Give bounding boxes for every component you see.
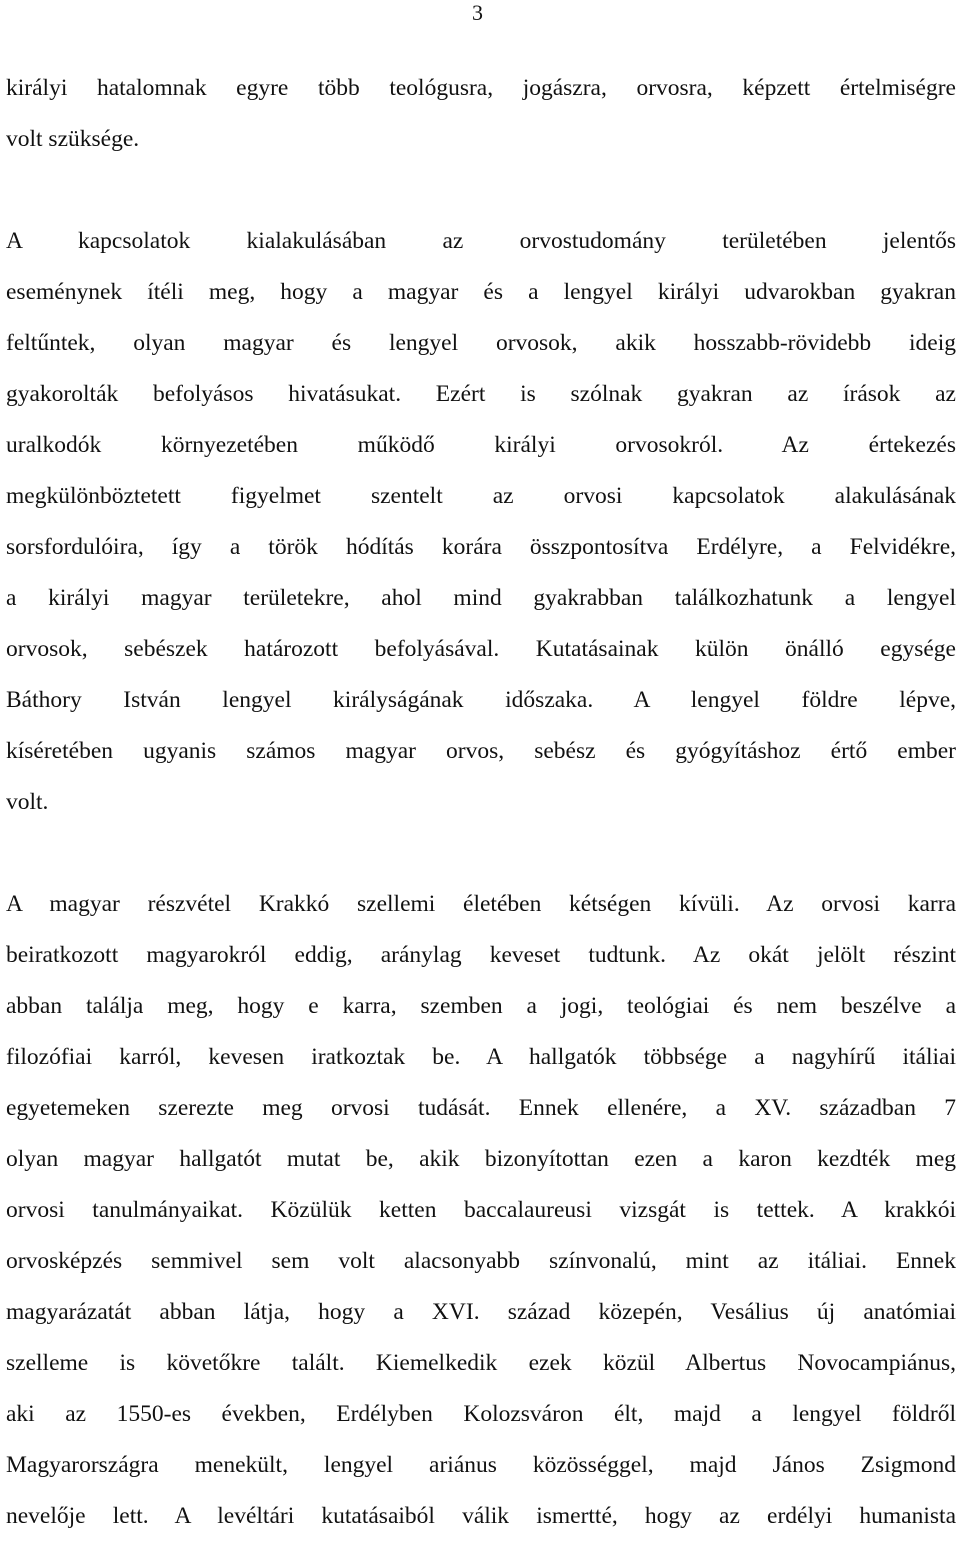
text-line: beiratkozott magyarokról eddig, aránylag keveset tudtunk. Az okát jelölt részint: [6, 942, 956, 968]
paragraph: [6, 216, 956, 828]
text-line: olyan magyar hallgatót mutat be, akik bizonyítottan ezen a karon kezdték meg: [6, 1146, 956, 1172]
paragraph-spacer: [6, 828, 956, 879]
paragraph-spacer: [6, 165, 956, 216]
text-line: királyi hatalomnak egyre több teológusra, jogászra, orvosra, képzett értelmiségre: [6, 75, 956, 101]
text-line: A kapcsolatok kialakulásában az orvostudomány területében jelentős: [6, 228, 956, 254]
text-line: orvosok, sebészek határozott befolyásával. Kutatásainak külön önálló egysége: [6, 636, 956, 662]
text-line: orvosképzés semmivel sem volt alacsonyabb színvonalú, mint az itáliai. Ennek: [6, 1248, 956, 1274]
text-line: A magyar részvétel Krakkó szellemi életében kétségen kívüli. Az orvosi karra: [6, 891, 956, 917]
text-line: aki az 1550-es években, Erdélyben Kolozsváron élt, majd a lengyel földről: [6, 1401, 956, 1427]
page-number: 3: [472, 0, 483, 25]
paragraph: [6, 63, 956, 165]
text-line: filozófiai karról, kevesen iratkoztak be. A hallgatók többsége a nagyhírű itáliai: [6, 1044, 956, 1070]
text-line: magyarázatát abban látja, hogy a XVI. század közepén, Vesálius új anatómiai: [6, 1299, 956, 1325]
text-line: gyakorolták befolyásos hivatásukat. Ezért is szólnak gyakran az írások az: [6, 381, 956, 407]
page-content: [6, 63, 956, 1542]
text-line: orvosi tanulmányaikat. Közülük ketten baccalaureusi vizsgát is tettek. A krakkói: [6, 1197, 956, 1223]
text-line: egyetemeken szerezte meg orvosi tudását. Ennek ellenére, a XV. században 7: [6, 1095, 956, 1121]
paragraph: [6, 879, 956, 1542]
text-line: eseménynek ítéli meg, hogy a magyar és a lengyel királyi udvarokban gyakran: [6, 279, 956, 305]
text-line: Magyarországra menekült, lengyel ariánus közösséggel, majd János Zsigmond: [6, 1452, 956, 1478]
text-line: szelleme is követőkre talált. Kiemelkedik ezek közül Albertus Novocampiánus,: [6, 1350, 956, 1376]
text-line: feltűntek, olyan magyar és lengyel orvosok, akik hosszabb-rövidebb ideig: [6, 330, 956, 356]
text-line: Báthory István lengyel királyságának időszaka. A lengyel földre lépve,: [6, 687, 956, 713]
text-line: kíséretében ugyanis számos magyar orvos, sebész és gyógyításhoz értő ember: [6, 738, 956, 764]
text-line: volt szüksége.: [6, 126, 140, 152]
text-line: megkülönböztetett figyelmet szentelt az orvosi kapcsolatok alakulásának: [6, 483, 956, 509]
text-line: a királyi magyar területekre, ahol mind gyakrabban találkozhatunk a lengyel: [6, 585, 956, 611]
text-line: nevelője lett. A levéltári kutatásaiból válik ismertté, hogy az erdélyi humanista: [6, 1503, 956, 1529]
text-line: uralkodók környezetében működő királyi orvosokról. Az értekezés: [6, 432, 956, 458]
text-line: volt.: [6, 789, 49, 815]
text-line: abban találja meg, hogy e karra, szemben a jogi, teológiai és nem beszélve a: [6, 993, 956, 1019]
text-line: sorsfordulóira, így a török hódítás korára összpontosítva Erdélyre, a Felvidékre,: [6, 534, 956, 560]
